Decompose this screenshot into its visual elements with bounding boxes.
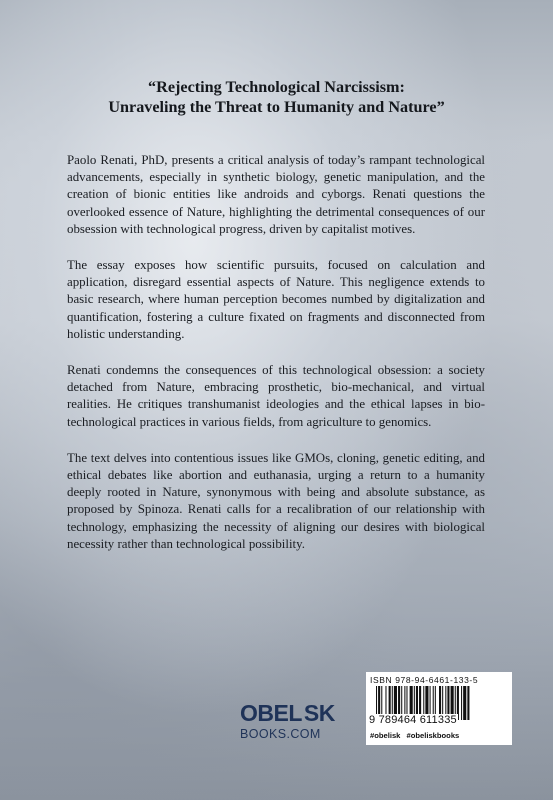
blurb-paragraph-3: Renati condemns the consequences of this technological obsession: a society detached from Nature, embracing prosthetic, bio-mechanical, and virtual realities. He critiques transhumanist ideologies and the ethical lapses in bio-technological practices in various fields, from agriculture to genomics.: [67, 363, 485, 429]
barcode-bar: [463, 686, 466, 720]
hashtag-obeliskbooks: #obeliskbooks: [406, 731, 460, 740]
hashtag-obelisk: #obelisk: [370, 731, 401, 740]
logo-text-left: OBEL: [240, 700, 302, 726]
publisher-logo: [240, 700, 335, 752]
title-line-2: Unraveling the Threat to Humanity and Nature”: [108, 98, 445, 116]
logo-wordmark: [240, 700, 335, 726]
blurb-paragraph-1: Paolo Renati, PhD, presents a critical analysis of today’s rampant technological advancements, especially in synthetic biology, genetic manipulation, and the creation of bionic entities like androids and cyborgs. Renati questions the overlooked essence of Nature, highlighting the detrimental consequences of our obsession with technological progress, driven by capitalist motives.: [67, 153, 485, 236]
title-line-1: “Rejecting Technological Narcissism:: [148, 78, 405, 96]
logo-website: BOOKS.COM: [240, 727, 321, 741]
blurb-paragraph-4: The text delves into contentious issues like GMOs, cloning, genetic editing, and ethical debates like abortion and euthanasia, urging a return to a humanity deeply rooted in Nature, synonymous with being and absolute substance, as proposed by Spinoza. Renati calls for a recalibration of our relationship with technology, emphasizing the necessity of aligning our desires with biological necessity rather than technological possibility.: [67, 450, 485, 551]
hashtags: [370, 731, 459, 740]
back-cover-title: [40, 77, 513, 117]
barcode-bar: [467, 686, 469, 720]
isbn-label: ISBN 978-94-6461-133-5: [370, 675, 479, 685]
blurb: [67, 152, 485, 572]
isbn-barcode-panel: [366, 672, 512, 745]
barcode-number: 9 789464 611335: [369, 714, 457, 726]
blurb-paragraph-2: The essay exposes how scientific pursuits, focused on calculation and application, disregard essential aspects of Nature. This negligence extends to basic research, where human perception becomes numbed by digitalization and quantification, fostering a culture fixated on fragments and disconnected from holistic understanding.: [67, 258, 485, 341]
logo-text-right: SK: [303, 700, 335, 726]
barcode-bar: [461, 686, 462, 720]
